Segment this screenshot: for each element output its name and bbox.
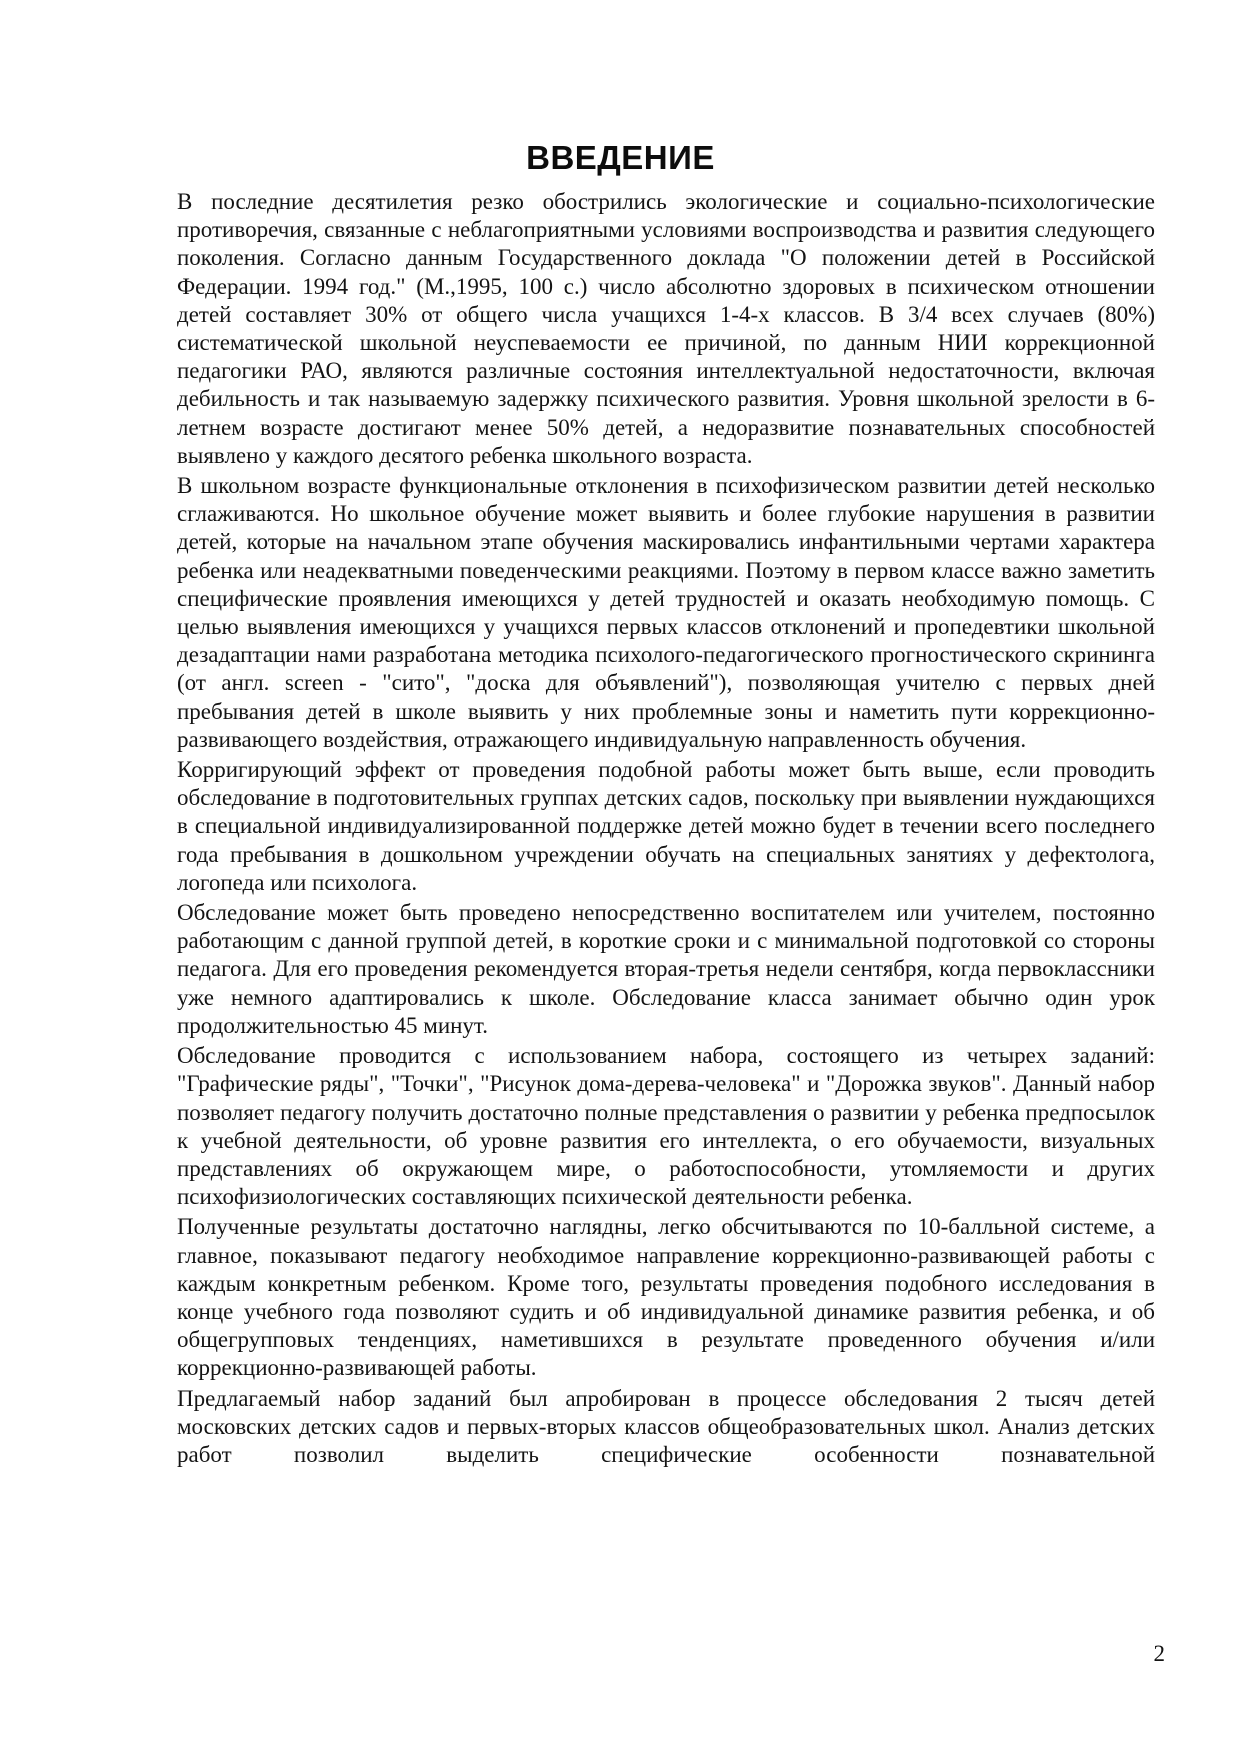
page-number: 2 — [1153, 1641, 1165, 1666]
paragraph-last: Предлагаемый набор заданий был апробирован в процессе обследования 2 тысяч детей московских детских садов и первых-вторых классов общеобразовательных школ. Анализ детских работ позволил выделить специфические особенности познавательной — [177, 1385, 1155, 1467]
page-title: ВВЕДЕНИЕ — [526, 139, 715, 176]
paragraph: В школьном возрасте функциональные отклонения в психофизическом развитии детей несколько сглаживаются. Но школьное обучение может выявить и более глубокие нарушения в развитии детей, которые на начальном этапе обучения маскировались инфантильными чертами характера ребенка или неадекватными поведенческими реакциями. Поэтому в первом классе важно заметить специфические проявления имеющихся у детей трудностей и оказать необходимую помощь. С целью выявления имеющихся у учащихся первых классов отклонений и пропедевтики школьной дезадаптации нами разработана методика психолого-педагогического прогностического скрининга (от англ. screen - "сито", "доска для объявлений"), позволяющая учителю с первых дней пребывания детей в школе выявить у них проблемные зоны и наметить пути коррекционно-развивающего воздействия, отражающего индивидуальную направленность обучения. — [177, 473, 1155, 752]
body-text — [177, 188, 1155, 1471]
paragraph: Обследование проводится с использованием набора, состоящего из четырех заданий: "Графические ряды", "Точки", "Рисунок дома-дерева-человека" и "Дорожка звуков". Данный набор позволяет педагогу получить достаточно полные представления о развитии у ребенка предпосылок к учебной деятельности, об уровне развития его интеллекта, о его обучаемости, визуальных представлениях об окружающем мире, о работоспособности, утомляемости и других психофизиологических составляющих психической деятельности ребенка. — [177, 1043, 1155, 1210]
paragraph: Полученные результаты достаточно наглядны, легко обсчитываются по 10-балльной системе, а главное, показывают педагогу необходимое направление коррекционно-развивающей работы с каждым конкретным ребенком. Кроме того, результаты проведения подобного исследования в конце учебного года позволяют судить и об индивидуальной динамике развития ребенка, и об общегрупповых тенденциях, наметившихся в результате проведенного обучения и/или коррекционно-развивающей работы. — [177, 1214, 1155, 1381]
paragraph: В последние десятилетия резко обострились экологические и социально-психологические противоречия, связанные с неблагоприятными условиями воспроизводства и развития следующего поколения. Согласно данным Государственного доклада "О положении детей в Российской Федерации. 1994 год." (М.,1995, 100 с.) число абсолютно здоровых в психическом отношении детей составляет 30% от общего числа учащихся 1-4-х классов. В 3/4 всех случаев (80%) систематической школьной неуспеваемости ее причиной, по данным НИИ коррекционной педагогики РАО, являются различные состояния интеллектуальной недостаточности, включая дебильность и так называемую задержку психического развития. Уровня школьной зрелости в 6-летнем возрасте достигают менее 50% детей, а недоразвитие познавательных способностей выявлено у каждого десятого ребенка школьного возраста. — [177, 189, 1155, 468]
paragraph: Обследование может быть проведено непосредственно воспитателем или учителем, постоянно работающим с данной группой детей, в короткие сроки и с минимальной подготовкой со стороны педагога. Для его проведения рекомендуется вторая-третья недели сентября, когда первоклассники уже немного адаптировались к школе. Обследование класса занимает обычно один урок продолжительностью 45 минут. — [177, 900, 1155, 1038]
paragraph: Корригирующий эффект от проведения подобной работы может быть выше, если проводить обследование в подготовительных группах детских садов, поскольку при выявлении нуждающихся в специальной индивидуализированной поддержке детей можно будет в течении всего последнего года пребывания в дошкольном учреждении обучать на специальных занятиях у дефектолога, логопеда или психолога. — [177, 757, 1155, 895]
